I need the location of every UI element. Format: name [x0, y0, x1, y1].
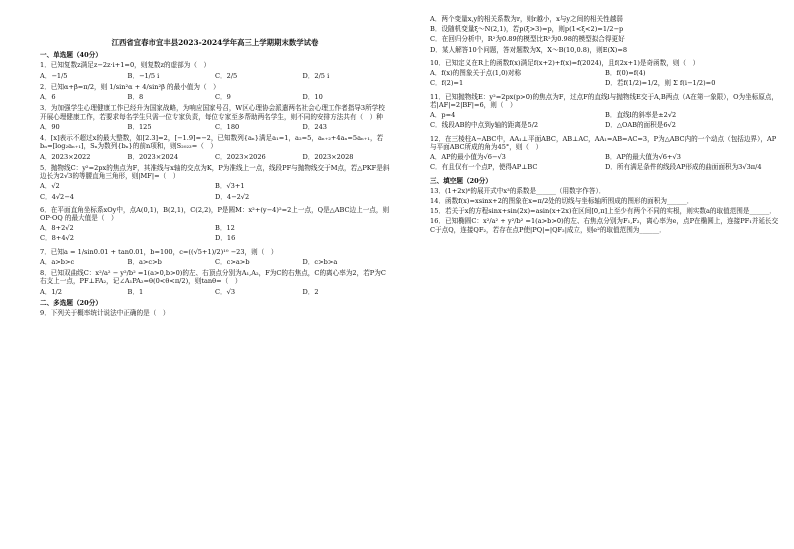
option: C．180 [215, 122, 240, 131]
section-fill-in: 三、填空题（20分） [430, 176, 492, 185]
option: C．f(2)=1 [430, 79, 464, 88]
option: C．2/5 [215, 71, 238, 80]
option: B．AP的最大值为√6+√3 [605, 153, 681, 162]
option: B．直线l的斜率是±2√2 [605, 111, 677, 120]
option: A．6 [40, 93, 56, 102]
option: D．2/5 i [302, 71, 330, 80]
option: C．4√2−4 [40, 192, 74, 201]
question-10: 10．已知定义在R上的函数f(x)满足f(x+2)+f(x)=f(2024)，且f(2x+1)是奇函数，则（ ） [430, 58, 700, 67]
option: A．f(x)的图象关于点(1,0)对称 [430, 69, 522, 78]
left-column [40, 14, 390, 319]
section-single-choice: 一、单选题（40分） [40, 51, 102, 60]
question-2: 2．已知α+β=π/2，则 1/sin²α + 4/sin²β 的最小值为（ ） [40, 82, 220, 91]
option: A．AP的最小值为√6−√3 [430, 153, 506, 162]
question-1: 1．已知复数z满足z−2z·i+1=0，则复数z的虚部为（ ） [40, 61, 211, 70]
option: A．a>b>c [40, 257, 75, 266]
question-16: 16．已知椭圆C：x²/a² + y²/b² =1(a>b>0)的左、右焦点分别为F₁,F₂，离心率为e，点P在椭圆上，连接PF₁并延长交C于点Q，连接QF₂，若存在点P使|PQ|=|QF₂|成立，则e²的取值范围为______． [430, 217, 779, 234]
question-4: 4．[x]表示不超过x的最大整数，如[2.3]=2，[−1.9]=−2，已知数列{aₙ}满足a₁=1，a₂=5，aₙ₊₂+4aₙ=5aₙ₊₁，若bₙ=[log₂aₙ₊₁]，Sₙ为数列{bₙ}的前n项和，则S₂₀₂₃=（ ） [40, 134, 384, 151]
question-14: 14．函数f(x)=xsinx+2的图象在x=π/2处的切线与坐标轴所围成的图形的面积为______． [430, 196, 694, 205]
option: C．c>a>b [215, 257, 250, 266]
question-11-options [430, 111, 780, 131]
question-8-options [40, 288, 390, 296]
option: C．2023×2026 [215, 152, 266, 161]
option: D．4−2√2 [215, 192, 250, 201]
option: D．16 [215, 234, 236, 243]
question-15: 15．若关于x的方程sinx+sin(2x)=asin(x+2x)在区间[0,π]上至少有两个不同的实根，则实数a的取值范围是______． [430, 207, 776, 216]
option: A．两个变量x,y的相关系数为r，则r越小，x与y之间的相关性越弱 [430, 15, 623, 23]
option: B．125 [127, 122, 152, 131]
option: A．1/2 [40, 287, 62, 296]
option: C．线段AB的中点到y轴的距离是5/2 [430, 121, 539, 130]
option: D．若f(1/2)=1/2，则 Σ f(i−1/2)=0 [605, 79, 716, 88]
option: B．f(0)=f(4) [605, 69, 646, 78]
option: C．8+4√2 [40, 234, 74, 243]
question-6: 6．在平面直角坐标系xOy中，点A(0,1)，B(2,1)，C(2,2)，P是圆M：x²+(y−4)²=2上一点，Q是△ABC边上一点，则 OP·OQ 的最大值是（ ） [40, 205, 390, 222]
option: A．90 [40, 122, 60, 131]
option: B．设随机变量ξ～N(2,1)，若p(ξ>3)=p，则p(1<ξ<2)=1/2−p [430, 25, 624, 34]
option: D．10 [302, 93, 323, 102]
question-4-options [40, 153, 390, 161]
option: B．12 [215, 224, 235, 233]
option: A．−1/5 [40, 71, 68, 80]
option: D．2023×2028 [302, 152, 354, 161]
option: C．9 [215, 93, 231, 102]
question-9: 9．下列关于概率统计说法中正确的是（ ） [40, 309, 170, 318]
option: C．√3 [215, 287, 236, 296]
question-2-options [40, 93, 390, 101]
question-12-options [430, 153, 780, 173]
question-6-options [40, 224, 390, 244]
option: A．√2 [40, 182, 60, 191]
option: B．1 [127, 287, 144, 296]
section-multiple-choice: 二、多选题（20分） [40, 298, 102, 307]
question-10-options [430, 69, 780, 89]
question-7: 7．已知a = 1/sin0.01 + tan0.01，b=100，c=((√5+1)/2)¹⁰ −23，则（ ） [40, 247, 278, 256]
option: B．8 [127, 93, 144, 102]
question-5: 5．抛物线C：y²=2px的焦点为F，其准线与x轴的交点为K，P为准线上一点，线段PF与抛物线交于M点，若△PKF是斜边长为2√3的等腰直角三角形，则|MF|=（ ） [40, 163, 390, 181]
question-9-options [430, 15, 780, 56]
right-column [430, 14, 780, 236]
option: B．−1/5 i [127, 71, 160, 80]
option: D．△OAB的面积是6√2 [605, 121, 676, 130]
question-8: 8．已知双曲线C：x²/a² − y²/b² =1(a>0,b>0)的左、右顶点分别为A₁,A₂，F为C的右焦点，C的离心率为2，若P为C右支上一点，PF⊥FA₂，记∠A₁PA₂=θ(0<θ<π/2)，则tanθ=（ ） [40, 269, 386, 286]
option: A．2023×2022 [40, 152, 91, 161]
option: D．所有满足条件的线段AP形成的曲面面积为3√3π/4 [605, 163, 762, 172]
option: B．a>c>b [127, 257, 162, 266]
option: B．√3+1 [215, 182, 245, 191]
question-3: 3．为加强学生心理健康工作已经升为国家战略，为响应国家号召，W区心理协会派遣两名社会心理工作者指导3所学校开展心理健康工作，若要求每名学生只需一位专家负责，每位专家至多帮助两名学生，则不同的安排方法共有（ ）种 [40, 104, 385, 121]
question-13: 13．(1+2x)⁶的展开式中x³的系数是______（用数字作答）． [430, 186, 606, 195]
option: C．在回归分析中，R²为0.89的模型比R²为0.98的模型拟合得更好 [430, 35, 625, 44]
question-3-options [40, 123, 390, 131]
question-12: 12．在三棱柱A−ABC中，AA₁⊥平面ABC，AB⊥AC，AA₁=AB=AC=3，P为△ABC内的一个动点（包括边界），AP与平面ABC所成的角为45°，则（ ） [430, 134, 777, 151]
question-7-options [40, 258, 390, 266]
option: D．2 [302, 287, 319, 296]
option: D．243 [302, 122, 327, 131]
option: D．某人解答10个问题，答对题数为X，X～B(10,0.8)，则E(X)=8 [430, 45, 628, 54]
exam-title: 江西省宜春市宜丰县2023-2024学年高三上学期期末数学试卷 [111, 38, 319, 47]
option: B．2023×2024 [127, 152, 179, 161]
option: D．c>b>a [302, 257, 338, 266]
question-1-options [40, 72, 390, 80]
question-11: 11．已知抛物线E：y²=2px(p>0)的焦点为F，过点F的直线l与抛物线E交于A,B两点（A在第一象限），O为坐标原点，若|AF|=2|BF|=6，则（ ） [430, 92, 779, 109]
question-5-options [40, 182, 390, 202]
option: A．p=4 [430, 111, 456, 120]
option: C．有且仅有一个点P，使得AP⊥BC [430, 163, 538, 172]
option: A．8+2√2 [40, 224, 74, 233]
